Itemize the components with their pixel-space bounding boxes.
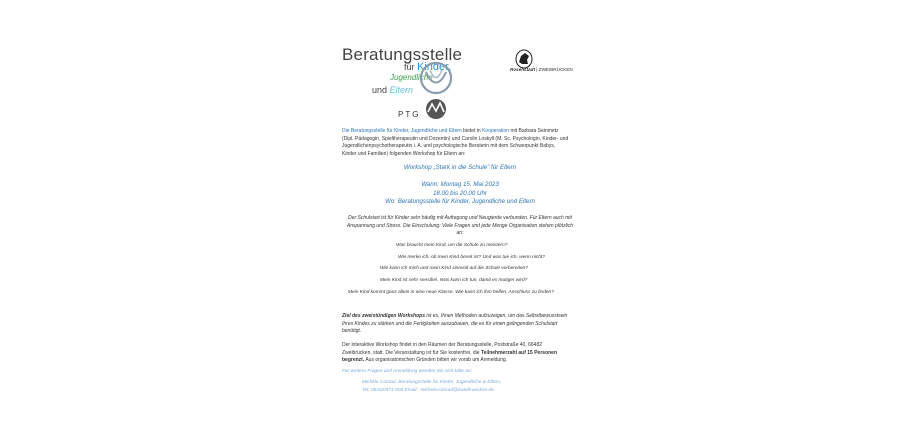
ptg-logo-icon — [418, 98, 454, 120]
body-line-1: Der Schulstart ist für Kinder sehr häufig mit Aufregung und Neugierde verbunden. Für Eltern auch mit — [348, 215, 572, 221]
logo-word-beratungsstelle: Beratungsstelle — [342, 45, 463, 64]
zweibruecken-horse-icon — [508, 48, 580, 78]
goal-line-3: benötigt. — [342, 328, 362, 334]
workshop-title: Workshop „Stark in die Schule" für Eltern — [403, 164, 517, 171]
question-4: Mein Kind ist sehr sensibel. Was kann ich tun, damit es mutiger wird? — [380, 278, 528, 283]
intro-line-2: (Dipl. Pädagogin, Spieltherapeutin und Dozentin) und Carolin Loskyll (M. Sc. Psychologin, Kinder- und — [342, 135, 569, 142]
logo-line-3: Jugendliche — [390, 73, 433, 82]
details-line-3 — [342, 357, 507, 365]
goal-bold: Ziel des zweistündigen Workshops — [342, 313, 425, 319]
details-begrenzt-bold: begrenzt. — [342, 357, 365, 363]
details-line-1: Der interaktive Workshop findet in den Räumen der Beratungsstelle, Poststraße 40, 66482 — [342, 342, 543, 348]
intro-line-1 — [342, 128, 559, 136]
logo-fuer: für — [404, 62, 418, 72]
details-line-2 — [342, 350, 557, 358]
logo-line-4 — [372, 86, 413, 95]
question-2: Wie merke ich, ob mein Kind bereit ist? Und was tue ich, wenn nicht? — [398, 255, 545, 260]
contact-line-1: Michèle Conrad, Beratungsstelle für Kinder, Jugendliche & Eltern, — [362, 380, 502, 385]
intro-lead-mid: bietet in — [461, 128, 483, 134]
goal-rest: ist es, Ihnen Methoden aufzuzeigen, um das Selbstbewusstsein — [424, 313, 568, 319]
question-1: Was braucht mein Kind, um die Schule zu meistern? — [396, 243, 508, 248]
details-line-3-text: Aus organisatorischen Gründen bitten wir vorab um Anmeldung. — [364, 357, 508, 363]
contact-intro: Für weitere Fragen und Anmeldung wenden Sie sich bitte an: — [342, 369, 472, 374]
details-participants-bold: Teilnehmerzahl auf 15 Personen — [480, 349, 558, 356]
goal-line-1 — [342, 313, 567, 321]
intro-line-3: Jugendlichenpsychotherapeutin i. A. und psychologische Beraterin mit dem Schwerpunkt Babys, — [342, 143, 556, 149]
ptg-logo-text: PTG — [398, 110, 421, 119]
body-line-3: an: — [456, 230, 464, 236]
details-line-2-text: Zweibrücken, statt. Die Veranstaltung ist für Sie kostenfrei, die — [342, 349, 481, 356]
intro-lead-rest: mit Barbara Seinmetz — [509, 128, 559, 134]
question-3: Wie kann ich mich und mein Kind sinnvoll auf die Schule vorbereiten? — [380, 266, 528, 271]
city-logo-rosenstadt: Rosenstadt — [510, 67, 536, 72]
when-line-2: 18.00 bis 20.00 Uhr — [432, 189, 487, 197]
when-line-1: Wann: Montag 15. Mai 2023 — [421, 181, 499, 188]
logo-und: und — [372, 85, 390, 95]
question-5: Mein Kind kommt ganz allein in eine neue Klasse. Wie kann ich ihm helfen, Anschluss zu finden? — [348, 290, 554, 295]
body-line-2: Anspannung und Stress. Die Einschulung: Viele Fragen und jede Menge Organisation stehen plötzlich — [346, 222, 574, 229]
intro-lead-blue: Die Beratungsstelle für Kinder, Jugendliche und Eltern — [342, 128, 462, 134]
logo-kinder: Kinder, — [417, 61, 452, 73]
logo-eltern: Eltern — [389, 85, 414, 95]
city-logo-zweibruecken: ZWEIBRÜCKEN — [538, 67, 573, 72]
beratungsstelle-emblem-icon — [418, 60, 454, 96]
contact-line-2: Tel: 06332/871-504 Email : michele.conrad@zweibruecken.de — [362, 388, 494, 393]
city-logo-label: Rosenstadt | ZWEIBRÜCKEN — [510, 67, 573, 72]
goal-line-2: Ihres Kindes zu stärken und die Fertigkeiten auszubauen, die es für einen gelingenden Schulstart — [342, 320, 558, 327]
intro-line-4: Kinder und Familien) folgenden Workshop für Eltern an: — [342, 150, 466, 157]
where-line: Wo: Beratungsstelle für Kinder, Jugendliche und Eltern — [385, 198, 535, 205]
intro-kooperation: Kooperation — [482, 128, 510, 134]
